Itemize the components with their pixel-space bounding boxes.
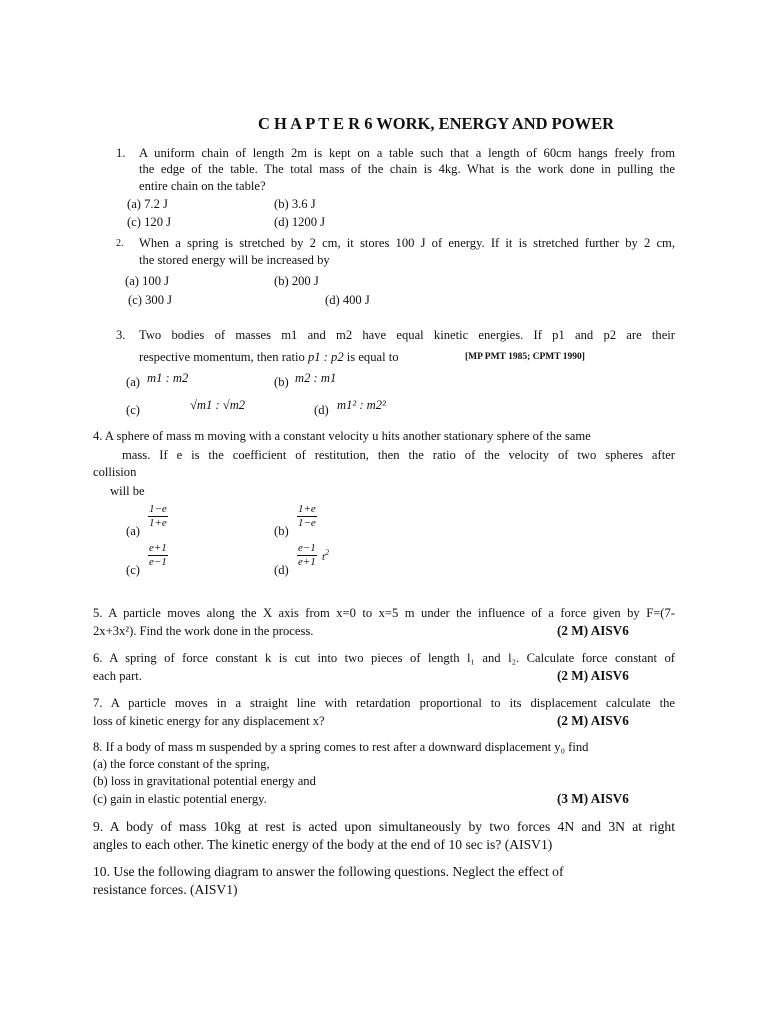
q4-option-d-suffix-exp: 2	[325, 548, 330, 557]
q2-option-a: (a) 100 J	[125, 274, 170, 288]
q4-line3: collision	[93, 465, 137, 479]
q4-option-c-denominator: e−1	[149, 556, 167, 568]
q4-option-a-numerator: 1−e	[149, 503, 167, 515]
q2-line1: When a spring is stretched by 2 cm, it stores 100 J of energy. If it is stretched further by 2 cm,	[139, 236, 675, 250]
q2-option-c: (c) 300 J	[128, 293, 173, 307]
q4-option-d-numerator: e−1	[298, 542, 316, 554]
q4-option-b-denominator: 1−e	[298, 517, 316, 529]
q8-line1: 8. If a body of mass m suspended by a spring comes to rest after a downward displacement y₀ find	[93, 740, 589, 754]
q4-line1: 4. A sphere of mass m moving with a constant velocity u hits another stationary sphere of the same	[93, 429, 591, 443]
q3-option-c-label: (c)	[126, 403, 140, 417]
q10-line2: resistance forces. (AISV1)	[93, 882, 238, 897]
q8-line2: (a) the force constant of the spring,	[93, 757, 270, 771]
q3-option-d-label: (d)	[314, 403, 329, 417]
q4-option-c-fraction	[148, 542, 168, 569]
q3-option-a-value: m1 : m2	[147, 371, 189, 385]
q5-marks: (2 M) AISV6	[557, 623, 629, 638]
q8-marks: (3 M) AISV6	[557, 791, 629, 806]
q3-option-d-value: m1² : m2²	[337, 398, 386, 412]
q4-line2: mass. If e is the coefficient of restitution, then the ratio of the velocity of two spheres after	[122, 448, 675, 462]
q8-line3: (b) loss in gravitational potential energy and	[93, 774, 316, 788]
q6-line2: each part.	[93, 669, 142, 683]
q1-option-a: (a) 7.2 J	[127, 197, 168, 211]
q2-option-b: (b) 200 J	[274, 274, 319, 288]
q7-line1: 7. A particle moves in a straight line with retardation proportional to its displacement calculate the	[93, 696, 675, 710]
q3-option-b-value: m2 : m1	[295, 371, 337, 385]
q3-option-a-label: (a)	[126, 375, 140, 389]
q4-option-d-suffix-var: t	[322, 551, 326, 563]
q4-line4: will be	[110, 484, 145, 498]
q4-option-c-numerator: e+1	[149, 542, 167, 554]
q3-line2-text-a: respective momentum, then ratio	[139, 350, 305, 364]
q1-line1: A uniform chain of length 2m is kept on a table such that a length of 60cm hangs freely from	[139, 146, 675, 160]
q4-option-a-denominator: 1+e	[149, 517, 167, 529]
q3-option-c-value: √m1 : √m2	[190, 398, 246, 412]
q1-option-c: (c) 120 J	[127, 215, 172, 229]
q3-reference: [MP PMT 1985; CPMT 1990]	[465, 352, 585, 362]
q4-option-d-fraction	[297, 542, 317, 569]
q6-marks: (2 M) AISV6	[557, 668, 629, 683]
chapter-title: C H A P T E R 6 WORK, ENERGY AND POWER	[257, 114, 615, 133]
q4-option-d-denominator: e+1	[298, 556, 316, 568]
q4-option-c-label: (c)	[126, 563, 140, 577]
q4-option-d-suffix	[322, 548, 329, 563]
q5-line2: 2x+3x²). Find the work done in the process.	[93, 624, 314, 638]
q7-line2: loss of kinetic energy for any displacement x?	[93, 714, 325, 728]
q3-ratio: p1 : p2	[307, 350, 344, 364]
q4-option-a-label: (a)	[126, 524, 140, 538]
q2-option-d: (d) 400 J	[325, 293, 370, 307]
q3-line2	[139, 350, 399, 365]
q9-line2: angles to each other. The kinetic energy of the body at the end of 10 sec is? (AISV1)	[93, 837, 553, 852]
q1-number: 1.	[116, 146, 126, 160]
q3-line2-text-b: is equal to	[346, 350, 399, 364]
q3-line1: Two bodies of masses m1 and m2 have equal kinetic energies. If p1 and p2 are their	[139, 328, 675, 342]
q3-number: 3.	[116, 328, 126, 342]
q1-line2: the edge of the table. The total mass of the chain is 4kg. What is the work done in pulling the	[139, 162, 675, 176]
q4-option-b-label: (b)	[274, 524, 289, 538]
q6-line1: 6. A spring of force constant k is cut into two pieces of length l₁ and l₂. Calculate force constant of	[93, 651, 675, 665]
q9-line1: 9. A body of mass 10kg at rest is acted upon simultaneously by two forces 4N and 3N at right	[93, 819, 675, 834]
q1-line3: entire chain on the table?	[139, 179, 266, 193]
q1-option-b: (b) 3.6 J	[274, 197, 316, 211]
q5-line1: 5. A particle moves along the X axis from x=0 to x=5 m under the influence of a force given by F=(7-	[93, 606, 675, 620]
q3-option-b-label: (b)	[274, 375, 289, 389]
q4-option-b-fraction	[297, 503, 317, 530]
q4-option-b-numerator: 1+e	[298, 503, 316, 515]
q4-option-a-fraction	[148, 503, 168, 530]
q4-option-d-label: (d)	[274, 563, 289, 577]
q7-marks: (2 M) AISV6	[557, 713, 629, 728]
q1-option-d: (d) 1200 J	[274, 215, 326, 229]
q2-number: 2.	[116, 238, 124, 249]
q2-line2: the stored energy will be increased by	[139, 253, 330, 267]
q8-line4: (c) gain in elastic potential energy.	[93, 792, 267, 806]
q10-line1: 10. Use the following diagram to answer the following questions. Neglect the effect of	[93, 864, 564, 879]
